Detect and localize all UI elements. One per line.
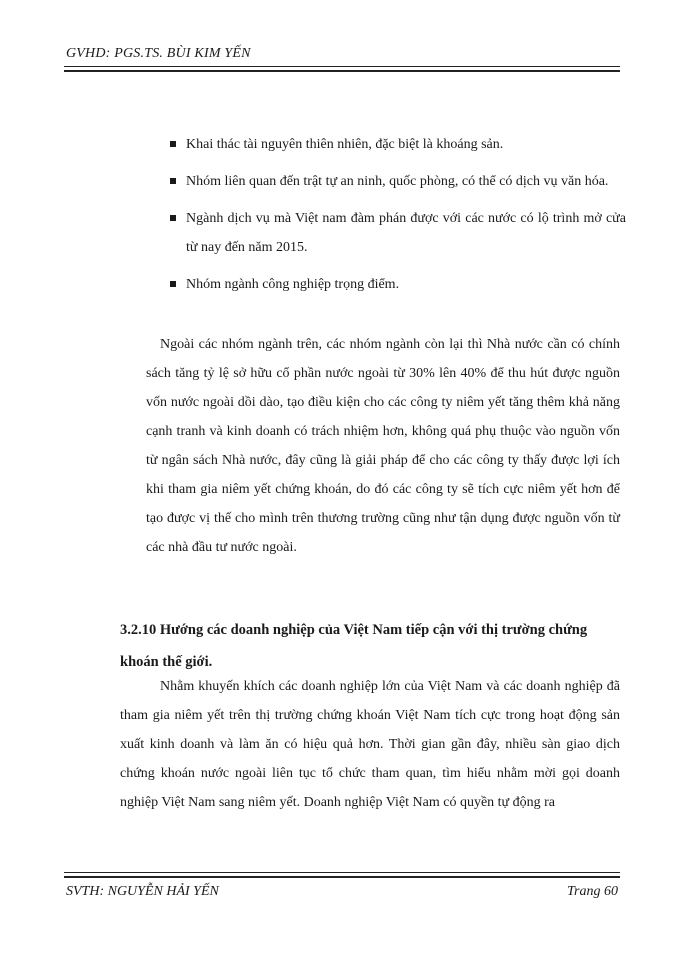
section-heading: 3.2.10 Hướng các doanh nghiệp của Việt Nam tiếp cận với thị trường chứng khoán thế giới. (120, 622, 588, 670)
list-item (186, 167, 626, 196)
list-item (186, 204, 626, 262)
footer-rule (64, 872, 620, 878)
bullet-square-icon (170, 141, 176, 147)
list-item-text: Khai thác tài nguyên thiên nhiên, đặc biệt là khoáng sản. (186, 137, 504, 152)
header-rule (64, 66, 620, 72)
page-number: Trang 60 (567, 884, 618, 899)
list-item-text: Ngành dịch vụ mà Việt nam đàm phán được với các nước có lộ trình mở cửa từ nay đến năm 2015. (186, 211, 626, 255)
bullet-list (186, 130, 626, 299)
bullet-square-icon (170, 215, 176, 221)
body-paragraph-2: Nhằm khuyến khích các doanh nghiệp lớn của Việt Nam và các doanh nghiệp đã tham gia niêm yết trên thị trường chứng khoán Việt Nam tích cực trong hoạt động sản xuất kinh doanh và làm ăn có hiệu quả hơn. Thời gian gần đây, nhiều sàn giao dịch chứng khoán nước ngoài liên tục tổ chức tham quan, tìm hiểu nhằm mời gọi doanh nghiệp Việt Nam sang niêm yết. Doanh nghiệp Việt Nam có quyền tự động ra (120, 679, 620, 810)
bullet-square-icon (170, 281, 176, 287)
body-paragraph-1: Ngoài các nhóm ngành trên, các nhóm ngành còn lại thì Nhà nước cần có chính sách tăng tỷ lệ sở hữu cổ phần nước ngoài từ 30% lên 40% để thu hút được nguồn vốn nước ngoài dồi dào, tạo điều kiện cho các công ty niêm yết tăng thêm khả năng cạnh tranh và kinh doanh có trách nhiệm hơn, không quá phụ thuộc vào nguồn vốn từ ngân sách Nhà nước, đây cũng là giải pháp để cho các công ty thấy được lợi ích khi tham gia niêm yết chứng khoán, do đó các công ty sẽ tích cực niêm yết hơn để tạo được vị thế cho mình trên thương trường cũng như tận dụng được nguồn vốn từ các nhà đầu tư nước ngoài. (146, 337, 620, 555)
bullet-square-icon (170, 178, 176, 184)
list-item (186, 270, 626, 299)
list-item (186, 130, 626, 159)
footer-student: SVTH: NGUYỄN HẢI YẾN (66, 884, 219, 899)
list-item-text: Nhóm ngành công nghiệp trọng điểm. (186, 277, 400, 292)
header-advisor: GVHD: PGS.TS. BÙI KIM YẾN (66, 46, 251, 61)
list-item-text: Nhóm liên quan đến trật tự an ninh, quốc phòng, có thể có dịch vụ văn hóa. (186, 174, 609, 189)
